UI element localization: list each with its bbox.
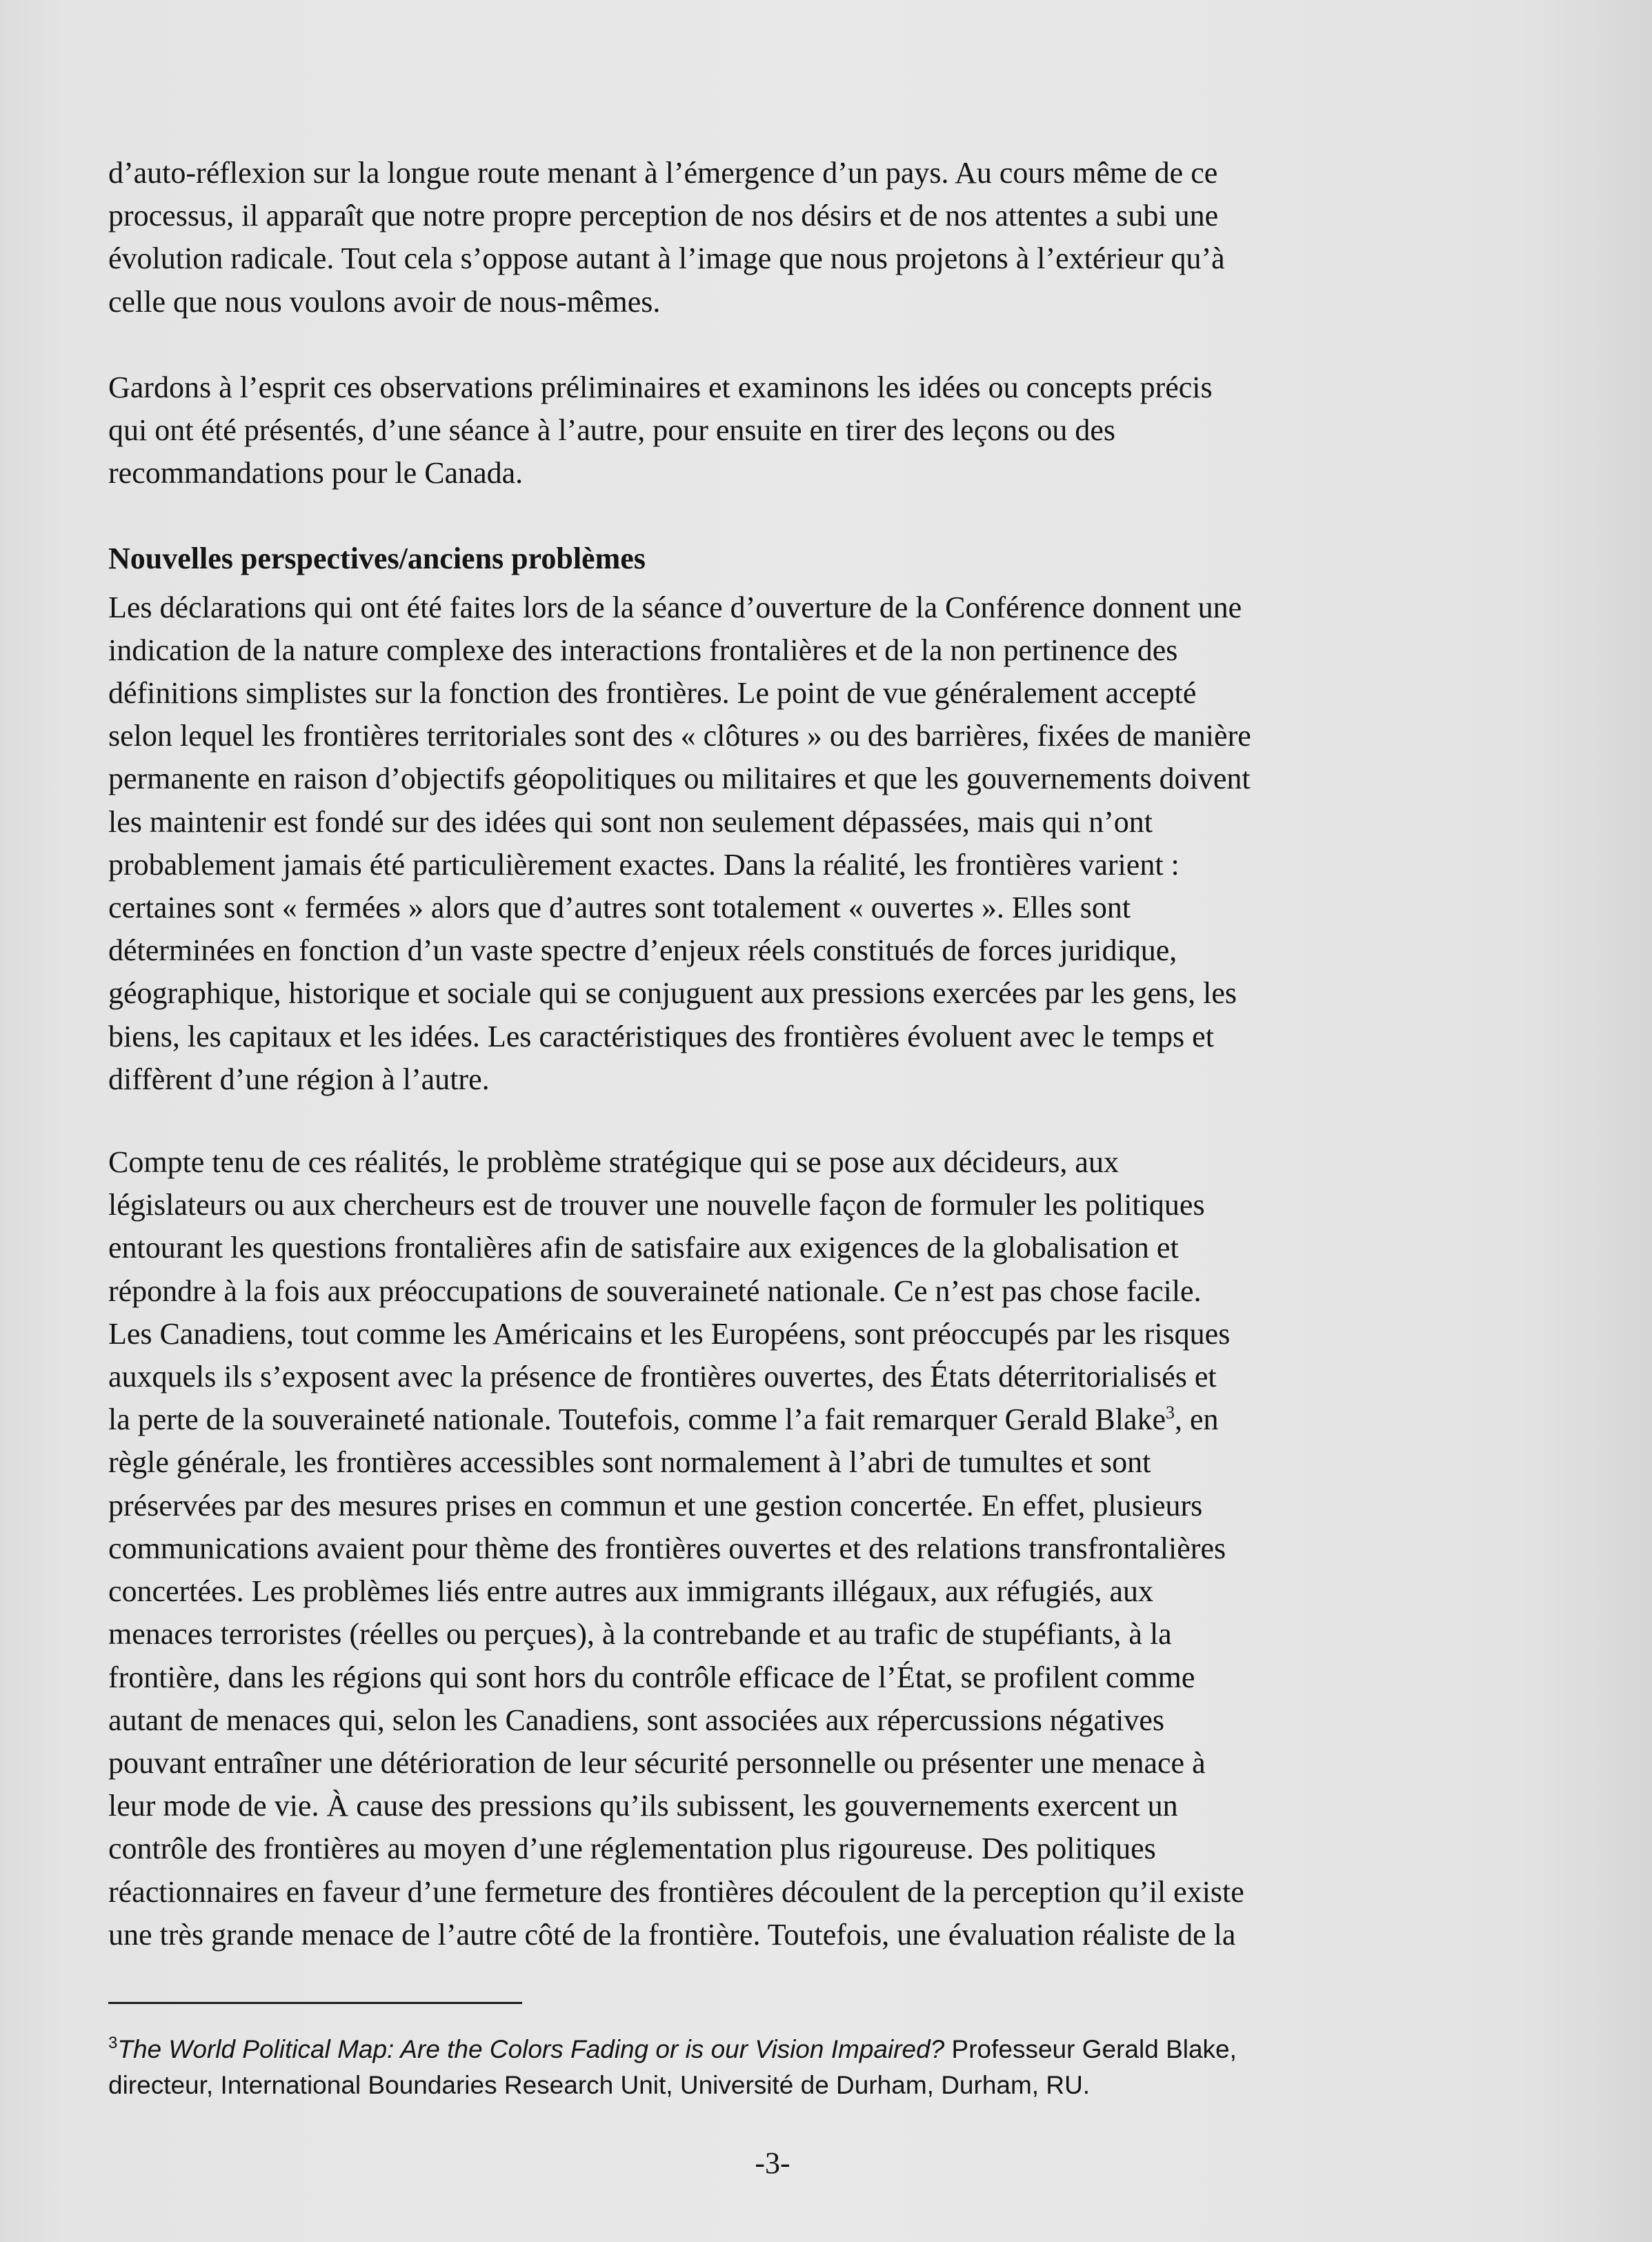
text-line: concertées. Les problèmes liés entre autres aux immigrants illégaux, aux réfugiés, aux — [108, 1574, 1154, 1609]
text-line: selon lequel les frontières territoriales sont des « clôtures » ou des barrières, fixées de manière — [108, 719, 1251, 753]
footnote-title: The World Political Map: Are the Colors Fading or is our Vision Impaired? — [117, 2035, 945, 2063]
footnote-reference[interactable]: 3 — [1166, 1402, 1175, 1423]
text-line: législateurs ou aux chercheurs est de trouver une nouvelle façon de formuler les politiques — [108, 1188, 1205, 1222]
text-line: probablement jamais été particulièrement exactes. Dans la réalité, les frontières varient : — [108, 847, 1180, 882]
paragraph-3 — [108, 586, 1419, 1101]
section-heading: Nouvelles perspectives/anciens problèmes — [108, 542, 646, 576]
paragraph-4 — [108, 1141, 1419, 1956]
paragraph-1 — [108, 152, 1419, 324]
text-line: d’auto-réflexion sur la longue route menant à l’émergence d’un pays. Au cours même de ce — [108, 156, 1218, 190]
text-line: permanente en raison d’objectifs géopolitiques ou militaires et que les gouvernements doivent — [108, 762, 1251, 796]
text-line: indication de la nature complexe des interactions frontalières et de la non pertinence des — [108, 633, 1178, 667]
page-number: -3- — [755, 2146, 790, 2180]
footnote-separator — [108, 2002, 522, 2004]
text-line: pouvant entraîner une détérioration de leur sécurité personnelle ou présenter une menace à — [108, 1745, 1206, 1780]
text-line: préservées par des mesures prises en commun et une gestion concertée. En effet, plusieurs — [108, 1488, 1203, 1522]
text-line: auxquels ils s’exposent avec la présence de frontières ouvertes, des États déterritorialisés et — [108, 1360, 1217, 1394]
text-line: leur mode de vie. À cause des pressions qu’ils subissent, les gouvernements exercent un — [108, 1789, 1178, 1823]
footnote-number: 3 — [108, 2034, 118, 2052]
text-line: diffèrent d’une région à l’autre. — [108, 1062, 490, 1096]
body-text — [108, 152, 1419, 1956]
text-line: réactionnaires en faveur d’une fermeture des frontières découlent de la perception qu’il existe — [108, 1874, 1244, 1909]
text-line: entourant les questions frontalières afin de satisfaire aux exigences de la globalisation et — [108, 1231, 1179, 1265]
text-line: géographique, historique et sociale qui se conjuguent aux pressions exercées par les gens, les — [108, 976, 1237, 1011]
footnote-line: directeur, International Boundaries Research Unit, Université de Durham, Durham, RU. — [108, 2071, 1091, 2099]
text-line: une très grande menace de l’autre côté de la frontière. Toutefois, une évaluation réaliste de la — [108, 1917, 1236, 1952]
text-line: autant de menaces qui, selon les Canadiens, sont associées aux répercussions négatives — [108, 1703, 1164, 1737]
text-line: évolution radicale. Tout cela s’oppose autant à l’image que nous projetons à l’extérieur qu’à — [108, 241, 1225, 276]
text-line: répondre à la fois aux préoccupations de souveraineté nationale. Ce n’est pas chose facile. — [108, 1273, 1202, 1308]
text-line: Les déclarations qui ont été faites lors de la séance d’ouverture de la Conférence donnent une — [108, 590, 1242, 624]
text-line: biens, les capitaux et les idées. Les caractéristiques des frontières évoluent avec le temps et — [108, 1019, 1214, 1053]
footnote-text: Professeur Gerald Blake, — [944, 2035, 1237, 2063]
text-line: Compte tenu de ces réalités, le problème stratégique qui se pose aux décideurs, aux — [108, 1145, 1119, 1180]
text-line: communications avaient pour thème des frontières ouvertes et des relations transfrontalières — [108, 1531, 1226, 1565]
text-line: contrôle des frontières au moyen d’une réglementation plus rigoureuse. Des politiques — [108, 1832, 1156, 1866]
text-line: celle que nous voulons avoir de nous-mêmes. — [108, 284, 661, 319]
paragraph-2 — [108, 366, 1419, 495]
text-line: menaces terroristes (réelles ou perçues), à la contrebande et au trafic de stupéfiants, à la — [108, 1617, 1172, 1651]
footnote — [108, 2032, 1419, 2103]
text-line: Gardons à l’esprit ces observations préliminaires et examinons les idées ou concepts précis — [108, 370, 1213, 404]
text-line: processus, il apparaît que notre propre perception de nos désirs et de nos attentes a subi une — [108, 199, 1219, 233]
text-segment: la perte de la souveraineté nationale. Toutefois, comme l’a fait remarquer Gerald Blake — [108, 1402, 1166, 1437]
footnote-line — [108, 2032, 1419, 2067]
text-line: Les Canadiens, tout comme les Américains et les Européens, sont préoccupés par les risques — [108, 1316, 1231, 1351]
text-line: recommandations pour le Canada. — [108, 456, 524, 490]
text-line: les maintenir est fondé sur des idées qui sont non seulement dépassées, mais qui n’ont — [108, 804, 1153, 839]
text-line-with-footnote-ref — [108, 1398, 1419, 1441]
text-line: déterminées en fonction d’un vaste spectre d’enjeux réels constitués de forces juridique, — [108, 933, 1177, 968]
text-line: certaines sont « fermées » alors que d’autres sont totalement « ouvertes ». Elles sont — [108, 891, 1131, 925]
text-line: définitions simplistes sur la fonction des frontières. Le point de vue généralement accepté — [108, 676, 1197, 711]
text-segment: , en — [1175, 1402, 1219, 1437]
text-line: frontière, dans les régions qui sont hors du contrôle efficace de l’État, se profilent comme — [108, 1660, 1195, 1694]
text-line: règle générale, les frontières accessibles sont normalement à l’abri de tumultes et sont — [108, 1445, 1151, 1480]
text-line: qui ont été présentés, d’une séance à l’autre, pour ensuite en tirer des leçons ou des — [108, 413, 1116, 448]
